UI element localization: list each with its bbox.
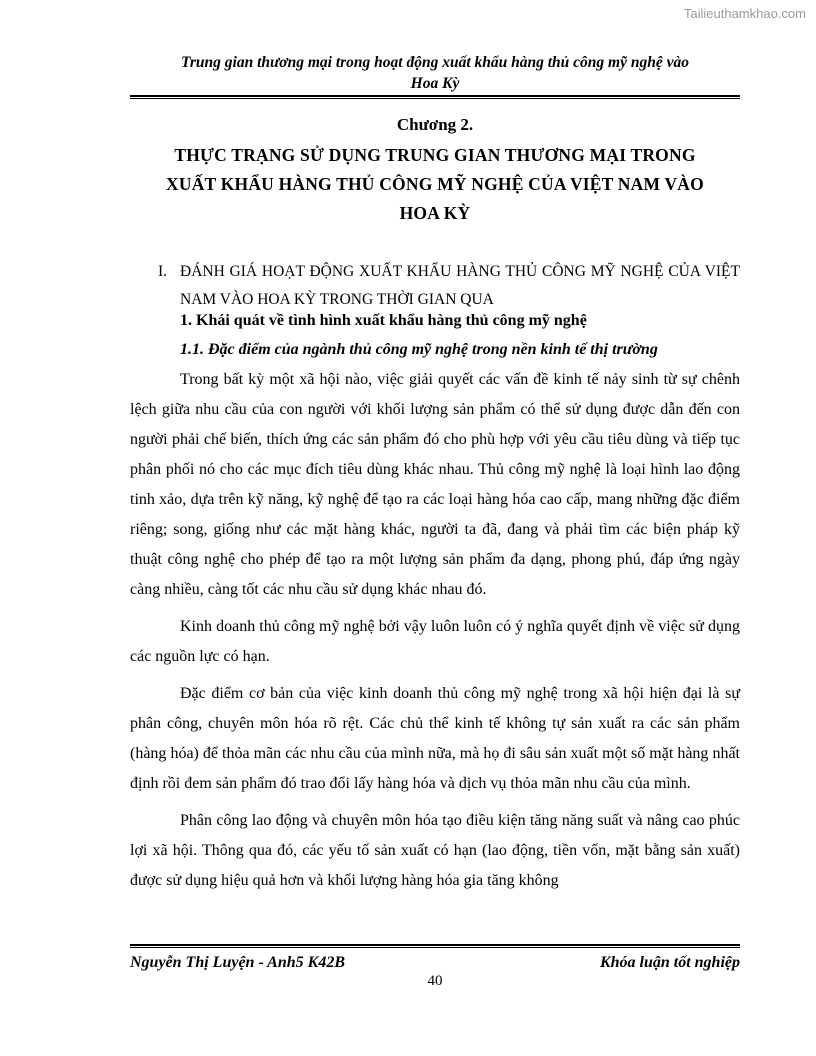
paragraph-3: Đặc điểm cơ bản của việc kinh doanh thủ công mỹ nghệ trong xã hội hiện đại là sự phân công, chuyên môn hóa rõ rệt. Các chủ thể kinh tế không tự sản xuất ra các sản phẩm (hàng hóa) để thỏa mãn các nhu cầu của mình nữa, mà họ đi sâu sản xuất một số mặt hàng nhất định rồi đem sản phẩm đó trao đổi lấy hàng hóa và dịch vụ thỏa mãn nhu cầu của mình. xyxy=(130,685,740,792)
header-rule xyxy=(130,95,740,99)
paragraph-4: Phân công lao động và chuyên môn hóa tạo điều kiện tăng năng suất và nâng cao phúc lợi xã hội. Thông qua đó, các yếu tố sản xuất có hạn (lao động, tiền vốn, mặt bằng sản xuất) được sử dụng hiệu quả hơn và khối lượng hàng hóa gia tăng không xyxy=(130,812,740,889)
footer-author: Nguyễn Thị Luyện - Anh5 K42B xyxy=(130,954,345,971)
subsection-heading: 1. Khái quát về tình hình xuất khẩu hàng thủ công mỹ nghệ xyxy=(180,312,587,329)
paragraph-2: Kinh doanh thủ công mỹ nghệ bởi vậy luôn luôn có ý nghĩa quyết định về việc sử dụng các nguồn lực có hạn. xyxy=(130,618,740,665)
chapter-title xyxy=(130,141,740,228)
body-text xyxy=(130,365,740,903)
running-header xyxy=(130,52,740,94)
running-header-line-2: Hoa Kỳ xyxy=(410,75,460,92)
chapter-title-line-2: XUẤT KHẨU HÀNG THỦ CÔNG MỸ NGHỆ CỦA VIỆT NAM VÀO xyxy=(166,174,704,194)
chapter-label: Chương 2. xyxy=(396,115,474,134)
paragraph-1: Trong bất kỳ một xã hội nào, việc giải quyết các vấn đề kinh tế nảy sinh từ sự chênh lệch giữa nhu cầu của con người với khối lượng sản phẩm có thể sử dụng được dẫn đến con người phải chế biến, thích ứng các sản phẩm đó cho phù hợp với yêu cầu tiêu dùng và tiếp tục phân phối nó cho các mục đích tiêu dùng khác nhau. Thủ công mỹ nghệ là loại hình lao động tinh xảo, dựa trên kỹ năng, kỹ nghệ để tạo ra các loại hàng hóa cao cấp, mang những đặc điểm riêng; song, giống như các mặt hàng khác, người ta đã, đang và phải tìm các biện pháp kỹ thuật công nghệ cho phép để tạo ra một lượng sản phẩm đa dạng, phong phú, đáp ứng ngày càng nhiều, càng tốt các nhu cầu sử dụng khác nhau đó. xyxy=(130,371,740,598)
page-number: 40 xyxy=(427,973,443,989)
footer-rule xyxy=(130,944,740,948)
chapter-title-line-1: THỰC TRẠNG SỬ DỤNG TRUNG GIAN THƯƠNG MẠI TRONG xyxy=(174,145,696,165)
chapter-title-line-3: HOA KỲ xyxy=(399,203,471,223)
section-heading xyxy=(158,258,740,314)
section-title: ĐÁNH GIÁ HOẠT ĐỘNG XUẤT KHẨU HÀNG THỦ CÔNG MỸ NGHỆ CỦA VIỆT NAM VÀO HOA KỲ TRONG THỜI GIAN QUA xyxy=(180,263,740,308)
running-header-line-1: Trung gian thương mại trong hoạt động xuất khẩu hàng thủ công mỹ nghệ vào xyxy=(180,54,689,71)
section-number: I. xyxy=(158,263,168,280)
watermark-text: Tailieuthamkhao.com xyxy=(683,6,806,21)
footer-document-type: Khóa luận tốt nghiệp xyxy=(599,954,740,971)
subsubsection-heading: 1.1. Đặc điểm của ngành thủ công mỹ nghệ trong nền kinh tế thị trường xyxy=(180,341,658,358)
